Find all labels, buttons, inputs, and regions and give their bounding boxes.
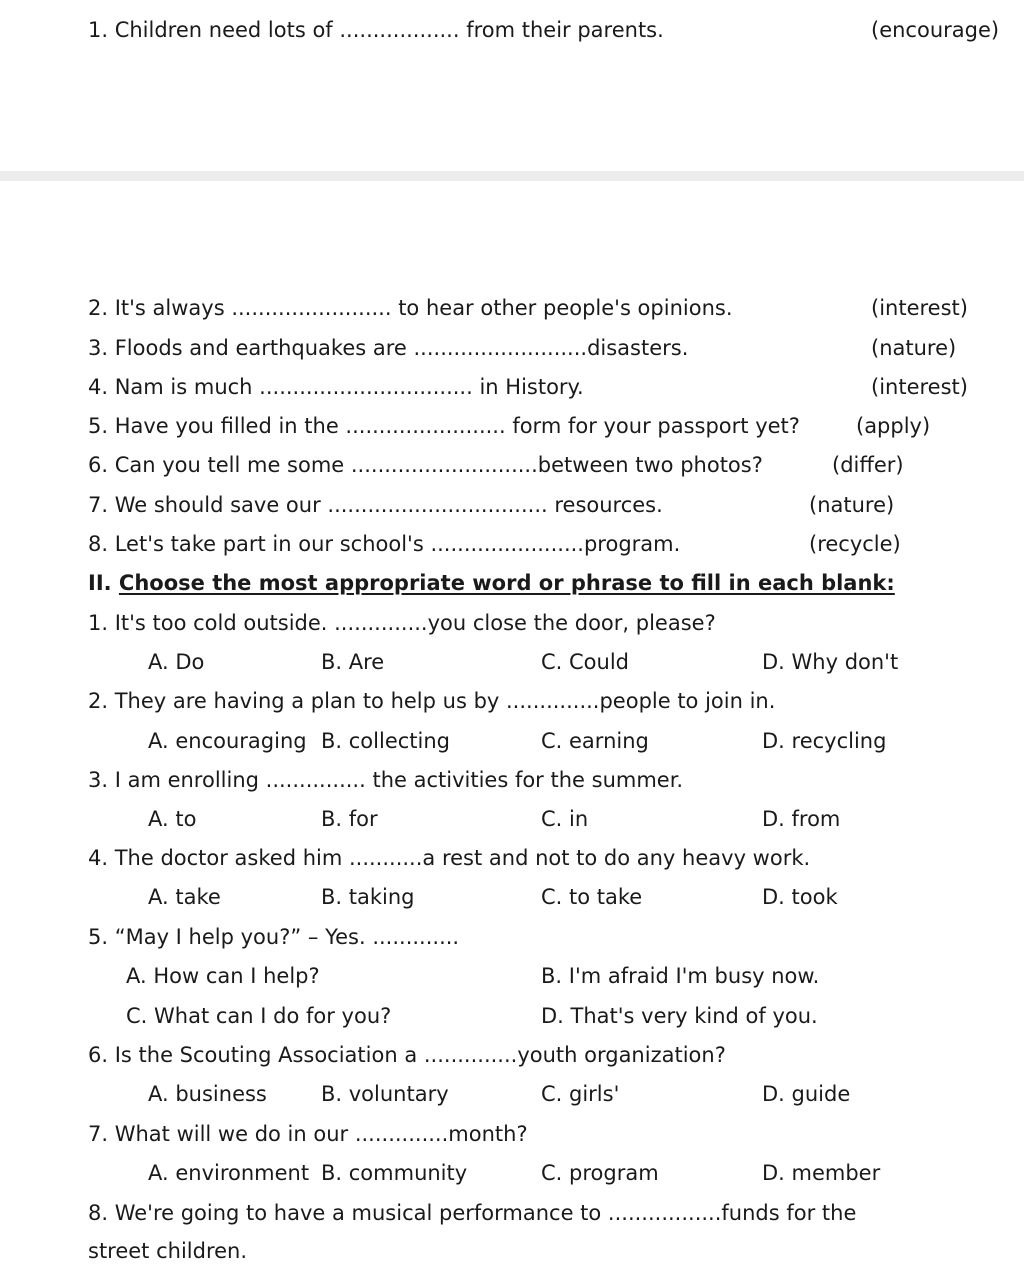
mc-question-7-option-b: B. community [321,1161,468,1185]
mc-question-1-option-b: B. Are [321,650,385,674]
question-5-text: 5. Have you filled in the ........................ form for your passport yet? [88,414,800,438]
mc-question-4-text: 4. The doctor asked him ...........a rest and not to do any heavy work. [88,846,811,870]
mc-question-4-option-c: C. to take [541,885,643,909]
question-5-hint: (apply) [856,414,931,438]
mc-question-3-text: 3. I am enrolling ............... the activities for the summer. [88,768,684,792]
mc-question-2-option-a: A. encouraging [148,729,307,753]
mc-question-4-option-b: B. taking [321,885,415,909]
mc-question-7-text: 7. What will we do in our ..............month? [88,1122,528,1146]
mc-question-3-option-a: A. to [148,807,197,831]
mc-question-8-continuation: street children. [88,1239,248,1263]
mc-question-3-option-b: B. for [321,807,378,831]
mc-question-5-option-b: B. I'm afraid I'm busy now. [541,964,820,988]
mc-question-1-option-c: C. Could [541,650,629,674]
mc-question-4-option-d: D. took [762,885,838,909]
question-2-hint: (interest) [871,296,968,320]
question-7-text: 7. We should save our ................................. resources. [88,493,663,517]
mc-question-5-option-c: C. What can I do for you? [126,1004,392,1028]
question-6-text: 6. Can you tell me some ............................between two photos? [88,453,763,477]
question-8-hint: (recycle) [809,532,901,556]
section-instruction: Choose the most appropriate word or phrase to fill in each blank: [118,571,895,595]
question-8-text: 8. Let's take part in our school's .......................program. [88,532,681,556]
mc-question-1-option-a: A. Do [148,650,205,674]
section-number: II. [88,571,112,595]
mc-question-6-option-b: B. voluntary [321,1082,449,1106]
mc-question-7-option-c: C. program [541,1161,659,1185]
mc-question-6-text: 6. Is the Scouting Association a ..............youth organization? [88,1043,726,1067]
mc-question-5-option-a: A. How can I help? [126,964,320,988]
mc-question-4-option-a: A. take [148,885,221,909]
mc-question-6-option-c: C. girls' [541,1082,620,1106]
mc-question-3-option-c: C. in [541,807,589,831]
mc-question-5-text: 5. “May I help you?” – Yes. ............. [88,925,460,949]
mc-question-5-option-d: D. That's very kind of you. [541,1004,818,1028]
question-2-text: 2. It's always ........................ to hear other people's opinions. [88,296,733,320]
mc-question-2-text: 2. They are having a plan to help us by ..............people to join in. [88,689,776,713]
mc-question-6-option-d: D. guide [762,1082,851,1106]
mc-question-7-option-d: D. member [762,1161,881,1185]
question-3-text: 3. Floods and earthquakes are ..........................disasters. [88,336,689,360]
mc-question-7-option-a: A. environment [148,1161,310,1185]
mc-question-2-option-b: B. collecting [321,729,450,753]
question-1-text: 1. Children need lots of .................. from their parents. [88,18,664,42]
mc-question-1-text: 1. It's too cold outside. ..............you close the door, please? [88,611,716,635]
mc-question-2-option-d: D. recycling [762,729,887,753]
section-heading [88,570,895,596]
question-7-hint: (nature) [809,493,895,517]
mc-question-8-text: 8. We're going to have a musical performance to .................funds for the [88,1201,857,1225]
question-4-hint: (interest) [871,375,968,399]
question-6-hint: (differ) [832,453,904,477]
question-1-hint: (encourage) [871,18,1000,42]
page-separator [0,171,1024,181]
mc-question-1-option-d: D. Why don't [762,650,899,674]
mc-question-2-option-c: C. earning [541,729,649,753]
mc-question-6-option-a: A. business [148,1082,267,1106]
mc-question-3-option-d: D. from [762,807,841,831]
question-4-text: 4. Nam is much ................................ in History. [88,375,584,399]
question-3-hint: (nature) [871,336,957,360]
